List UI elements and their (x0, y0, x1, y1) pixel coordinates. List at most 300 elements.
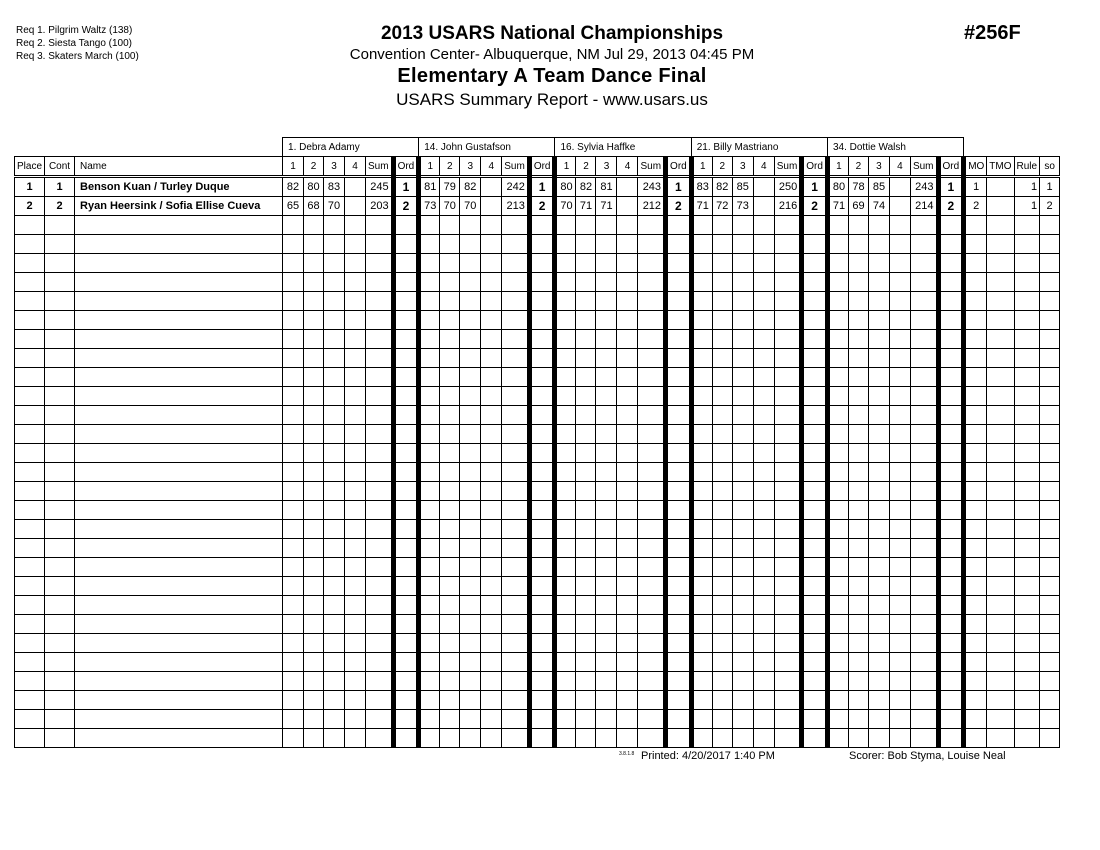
header-judge3-col5: Ord (666, 157, 692, 177)
so-cell (1040, 710, 1060, 729)
judge2-s2-cell (440, 235, 460, 254)
judge1-ord-cell (393, 330, 419, 349)
judge3-s4-cell (617, 197, 638, 216)
judge5-ord-cell (938, 368, 964, 387)
judge3-sum-cell (638, 539, 666, 558)
header-place: Place (15, 157, 45, 177)
judge5-ord-cell (938, 235, 964, 254)
judge4-s1-cell: 71 (691, 197, 712, 216)
mo-cell (964, 273, 987, 292)
judge2-s1-cell (419, 349, 440, 368)
judge3-s4-cell (617, 311, 638, 330)
judge1-s1-cell (283, 539, 304, 558)
judge1-ord-cell (393, 691, 419, 710)
judge1-sum-cell (366, 729, 394, 748)
header-judge3-col4: Sum (638, 157, 666, 177)
tmo-cell (987, 292, 1014, 311)
judge4-s3-cell (732, 577, 753, 596)
judge3-s2-cell (576, 254, 596, 273)
judge1-s3-cell (324, 349, 345, 368)
so-cell (1040, 729, 1060, 748)
judge3-ord-cell (666, 729, 692, 748)
judge3-s3-cell (596, 292, 617, 311)
so-cell (1040, 273, 1060, 292)
judge2-sum-cell (502, 653, 530, 672)
header-judge5-col2: 3 (868, 157, 889, 177)
judge2-s3-cell (460, 482, 481, 501)
judge2-ord-cell (529, 501, 555, 520)
judge4-s1-cell (691, 653, 712, 672)
judge2-s3-cell (460, 672, 481, 691)
judge3-s2-cell (576, 444, 596, 463)
judge4-s3-cell (732, 444, 753, 463)
judge5-sum-cell (910, 539, 938, 558)
judge5-ord-cell (938, 691, 964, 710)
judge5-s1-cell (827, 216, 848, 235)
judge1-ord-cell: 1 (393, 177, 419, 197)
judge4-sum-cell (774, 710, 802, 729)
judge4-s4-cell (753, 710, 774, 729)
judge4-sum-cell (774, 615, 802, 634)
so-cell (1040, 672, 1060, 691)
judge4-sum-cell (774, 444, 802, 463)
judge3-s2-cell (576, 596, 596, 615)
judge5-s3-cell: 85 (868, 177, 889, 197)
judge1-s1-cell (283, 254, 304, 273)
rule-cell (1014, 615, 1040, 634)
table-row (15, 425, 1060, 444)
cont-cell (45, 672, 75, 691)
judge1-s3-cell (324, 482, 345, 501)
judge5-s2-cell (848, 406, 868, 425)
judge1-ord-cell (393, 425, 419, 444)
judge3-ord-cell (666, 634, 692, 653)
judge5-ord-cell (938, 482, 964, 501)
judge2-sum-cell (502, 444, 530, 463)
judge5-s2-cell (848, 463, 868, 482)
judge4-ord-cell (802, 634, 828, 653)
judge5-s3-cell (868, 501, 889, 520)
judge2-s2-cell (440, 558, 460, 577)
judge4-s3-cell (732, 710, 753, 729)
place-cell (15, 216, 45, 235)
judge4-s1-cell (691, 558, 712, 577)
tmo-cell (987, 710, 1014, 729)
judge1-s2-cell (304, 235, 324, 254)
judge2-s3-cell (460, 577, 481, 596)
header-judge4-col1: 2 (712, 157, 732, 177)
judge1-s1-cell (283, 330, 304, 349)
judge2-s2-cell (440, 330, 460, 349)
judge3-s3-cell (596, 615, 617, 634)
judge1-s2-cell (304, 349, 324, 368)
judge3-sum-cell: 243 (638, 177, 666, 197)
header-judge4-col2: 3 (732, 157, 753, 177)
judge3-sum-cell (638, 615, 666, 634)
judge5-ord-cell (938, 558, 964, 577)
judge3-s2-cell (576, 368, 596, 387)
judge3-s2-cell (576, 349, 596, 368)
cont-cell (45, 387, 75, 406)
judge5-sum-cell (910, 653, 938, 672)
judge3-s1-cell (555, 292, 576, 311)
judge4-sum-cell (774, 311, 802, 330)
judge5-s4-cell (889, 216, 910, 235)
judge4-s1-cell (691, 577, 712, 596)
judge2-s2-cell (440, 349, 460, 368)
judge2-s4-cell (481, 634, 502, 653)
judge4-s1-cell (691, 444, 712, 463)
header-judge1-col0: 1 (283, 157, 304, 177)
judge2-ord-cell (529, 729, 555, 748)
judge4-s2-cell (712, 235, 732, 254)
judge2-s2-cell (440, 368, 460, 387)
judge3-s3-cell (596, 653, 617, 672)
judge5-s2-cell (848, 653, 868, 672)
judge2-s1-cell (419, 615, 440, 634)
judge2-s1-cell (419, 292, 440, 311)
table-row (15, 311, 1060, 330)
judge3-ord-cell (666, 672, 692, 691)
so-cell (1040, 634, 1060, 653)
judge5-s3-cell (868, 387, 889, 406)
judge1-s2-cell (304, 615, 324, 634)
judge2-sum-cell (502, 596, 530, 615)
mo-cell (964, 444, 987, 463)
judge4-ord-cell: 1 (802, 177, 828, 197)
judge4-ord-cell (802, 463, 828, 482)
judge3-s1-cell (555, 368, 576, 387)
judge3-sum-cell (638, 444, 666, 463)
place-cell (15, 463, 45, 482)
judge1-s4-cell (345, 349, 366, 368)
judge3-s4-cell (617, 406, 638, 425)
judge1-s2-cell (304, 463, 324, 482)
judge2-s2-cell (440, 482, 460, 501)
name-cell (75, 216, 283, 235)
judge1-s3-cell (324, 330, 345, 349)
judge1-s4-cell (345, 672, 366, 691)
tmo-cell (987, 216, 1014, 235)
cont-cell (45, 406, 75, 425)
judge1-s2-cell (304, 292, 324, 311)
judge4-s3-cell (732, 425, 753, 444)
judge4-s3-cell (732, 330, 753, 349)
judge2-ord-cell (529, 520, 555, 539)
judge1-s1-cell (283, 596, 304, 615)
judge5-s4-cell (889, 653, 910, 672)
judge1-sum-cell (366, 235, 394, 254)
judge3-s4-cell (617, 444, 638, 463)
judge2-ord-cell (529, 539, 555, 558)
judge3-s3-cell (596, 710, 617, 729)
judge2-s4-cell (481, 710, 502, 729)
judge5-sum-cell (910, 501, 938, 520)
judge4-s2-cell (712, 444, 732, 463)
tmo-cell (987, 672, 1014, 691)
judge4-s3-cell (732, 539, 753, 558)
judge5-s2-cell (848, 501, 868, 520)
cont-cell (45, 520, 75, 539)
judge5-s2-cell (848, 387, 868, 406)
so-cell (1040, 558, 1060, 577)
rule-cell (1014, 558, 1040, 577)
judge3-s4-cell (617, 672, 638, 691)
judge4-ord-cell (802, 482, 828, 501)
judge3-s2-cell (576, 558, 596, 577)
judge3-ord-cell (666, 425, 692, 444)
judge1-s3-cell (324, 292, 345, 311)
tmo-cell (987, 596, 1014, 615)
judge1-ord-cell (393, 235, 419, 254)
judge1-s2-cell (304, 368, 324, 387)
judge2-s2-cell (440, 615, 460, 634)
table-row (15, 349, 1060, 368)
judge2-s4-cell (481, 653, 502, 672)
judge5-s3-cell (868, 577, 889, 596)
judge4-s3-cell (732, 463, 753, 482)
mo-cell (964, 311, 987, 330)
judge1-ord-cell (393, 387, 419, 406)
judge1-s2-cell (304, 539, 324, 558)
name-cell: Ryan Heersink / Sofia Ellise Cueva (75, 197, 283, 216)
judge5-sum-cell (910, 330, 938, 349)
mo-cell (964, 539, 987, 558)
judge5-s1-cell (827, 691, 848, 710)
judge4-s3-cell (732, 672, 753, 691)
judge5-sum-cell (910, 596, 938, 615)
judge5-s4-cell (889, 577, 910, 596)
place-cell (15, 406, 45, 425)
judge1-s3-cell (324, 596, 345, 615)
judge3-ord-cell (666, 691, 692, 710)
judge3-s2-cell (576, 292, 596, 311)
mo-cell (964, 406, 987, 425)
rule-cell (1014, 577, 1040, 596)
judge4-ord-cell: 2 (802, 197, 828, 216)
judge4-s2-cell (712, 330, 732, 349)
judge4-ord-cell (802, 368, 828, 387)
judge5-s4-cell (889, 349, 910, 368)
judge3-s1-cell (555, 634, 576, 653)
judge5-s3-cell: 74 (868, 197, 889, 216)
report-header (0, 22, 1100, 111)
judge3-sum-cell (638, 653, 666, 672)
judge4-s1-cell (691, 311, 712, 330)
judge1-s2-cell (304, 501, 324, 520)
judge3-s1-cell (555, 463, 576, 482)
judge2-ord-cell (529, 216, 555, 235)
judge3-ord-cell (666, 520, 692, 539)
column-header-row (15, 157, 1060, 177)
judge5-ord-cell (938, 539, 964, 558)
judge1-s4-cell (345, 634, 366, 653)
judge2-s3-cell (460, 368, 481, 387)
judge1-s3-cell (324, 501, 345, 520)
judge1-s3-cell (324, 577, 345, 596)
judge4-ord-cell (802, 615, 828, 634)
judge2-s1-cell (419, 406, 440, 425)
judge1-s3-cell (324, 520, 345, 539)
judge2-s3-cell (460, 729, 481, 748)
judge3-ord-cell (666, 330, 692, 349)
judge5-s1-cell (827, 368, 848, 387)
judge2-s3-cell (460, 596, 481, 615)
judge3-s3-cell (596, 330, 617, 349)
judge5-s1-cell: 71 (827, 197, 848, 216)
judge1-ord-cell (393, 406, 419, 425)
table-row (15, 444, 1060, 463)
judge4-sum-cell: 250 (774, 177, 802, 197)
judge1-s2-cell (304, 311, 324, 330)
judge5-ord-cell (938, 672, 964, 691)
judge4-s2-cell: 82 (712, 177, 732, 197)
judge5-s4-cell (889, 197, 910, 216)
judge5-s2-cell (848, 729, 868, 748)
tmo-cell (987, 254, 1014, 273)
judge5-sum-cell (910, 729, 938, 748)
judge3-s4-cell (617, 596, 638, 615)
judge5-s3-cell (868, 273, 889, 292)
judge1-s4-cell (345, 710, 366, 729)
judge2-sum-cell (502, 634, 530, 653)
judge2-s4-cell (481, 254, 502, 273)
judge3-sum-cell (638, 349, 666, 368)
judge2-s3-cell (460, 634, 481, 653)
judge3-s1-cell (555, 653, 576, 672)
judge4-s4-cell (753, 558, 774, 577)
judge3-s1-cell (555, 501, 576, 520)
judge1-ord-cell (393, 482, 419, 501)
place-cell (15, 425, 45, 444)
judge1-s3-cell (324, 539, 345, 558)
judge1-s3-cell (324, 615, 345, 634)
judge3-s3-cell (596, 444, 617, 463)
judge5-s2-cell (848, 634, 868, 653)
requirement-3: Req 3. Skaters March (100) (16, 51, 139, 62)
judge5-sum-cell (910, 273, 938, 292)
rule-cell (1014, 463, 1040, 482)
rule-cell (1014, 406, 1040, 425)
judge3-s1-cell (555, 425, 576, 444)
judge3-s2-cell (576, 691, 596, 710)
judge3-s2-cell (576, 235, 596, 254)
judge1-s1-cell (283, 672, 304, 691)
judge4-s2-cell (712, 634, 732, 653)
place-cell (15, 273, 45, 292)
cont-cell (45, 653, 75, 672)
judge2-s1-cell (419, 691, 440, 710)
judge3-s2-cell: 71 (576, 197, 596, 216)
judge2-s3-cell: 82 (460, 177, 481, 197)
judge5-sum-cell (910, 406, 938, 425)
judge2-s2-cell (440, 577, 460, 596)
judge1-s3-cell (324, 463, 345, 482)
judge5-ord-cell (938, 729, 964, 748)
judge1-sum-cell (366, 425, 394, 444)
judge5-s1-cell (827, 273, 848, 292)
judge1-ord-cell (393, 349, 419, 368)
judge4-ord-cell (802, 596, 828, 615)
tmo-cell (987, 501, 1014, 520)
mo-cell (964, 729, 987, 748)
judge4-ord-cell (802, 691, 828, 710)
judge5-s1-cell (827, 387, 848, 406)
judge1-ord-cell (393, 672, 419, 691)
judge3-s1-cell (555, 444, 576, 463)
judge2-ord-cell (529, 387, 555, 406)
judge1-s4-cell (345, 615, 366, 634)
judge4-s1-cell (691, 368, 712, 387)
judge4-sum-cell (774, 520, 802, 539)
judge1-s4-cell (345, 596, 366, 615)
judge5-s1-cell: 80 (827, 177, 848, 197)
header-mo: MO (964, 157, 987, 177)
judge4-sum-cell (774, 254, 802, 273)
judge4-sum-cell (774, 729, 802, 748)
judge3-s1-cell (555, 387, 576, 406)
judge5-ord-cell (938, 501, 964, 520)
judge2-ord-cell (529, 368, 555, 387)
judge1-s4-cell (345, 520, 366, 539)
table-row (15, 216, 1060, 235)
judge4-s3-cell (732, 292, 753, 311)
cont-cell (45, 273, 75, 292)
judge3-s3-cell: 71 (596, 197, 617, 216)
name-cell (75, 349, 283, 368)
mo-cell (964, 254, 987, 273)
judge5-s1-cell (827, 292, 848, 311)
judge1-sum-cell (366, 482, 394, 501)
judge2-sum-cell (502, 501, 530, 520)
location-datetime: Convention Center- Albuquerque, NM Jul 29, 2013 04:45 PM (349, 46, 755, 63)
judge4-ord-cell (802, 273, 828, 292)
judge5-ord-cell (938, 273, 964, 292)
judge4-sum-cell: 216 (774, 197, 802, 216)
table-row (15, 653, 1060, 672)
judge4-s2-cell (712, 558, 732, 577)
rule-cell (1014, 691, 1040, 710)
judge5-s1-cell (827, 577, 848, 596)
cont-cell (45, 691, 75, 710)
tmo-cell (987, 482, 1014, 501)
judge2-s1-cell: 73 (419, 197, 440, 216)
header-judge2-col2: 3 (460, 157, 481, 177)
tmo-cell (987, 177, 1014, 197)
judge4-s2-cell (712, 615, 732, 634)
cont-cell (45, 311, 75, 330)
judge5-s4-cell (889, 558, 910, 577)
judge4-s3-cell (732, 558, 753, 577)
judge4-s4-cell (753, 311, 774, 330)
judge2-s1-cell (419, 729, 440, 748)
judge3-sum-cell (638, 710, 666, 729)
table-row (15, 273, 1060, 292)
cont-cell (45, 254, 75, 273)
judge4-sum-cell (774, 425, 802, 444)
judge2-ord-cell (529, 672, 555, 691)
judge4-ord-cell (802, 292, 828, 311)
judge2-s4-cell (481, 292, 502, 311)
mo-cell (964, 577, 987, 596)
judge3-ord-cell (666, 216, 692, 235)
judge2-s4-cell (481, 463, 502, 482)
judge2-ord-cell (529, 653, 555, 672)
header-judge5-col1: 2 (848, 157, 868, 177)
judge4-sum-cell (774, 482, 802, 501)
judge5-s3-cell (868, 406, 889, 425)
judge4-s1-cell (691, 691, 712, 710)
